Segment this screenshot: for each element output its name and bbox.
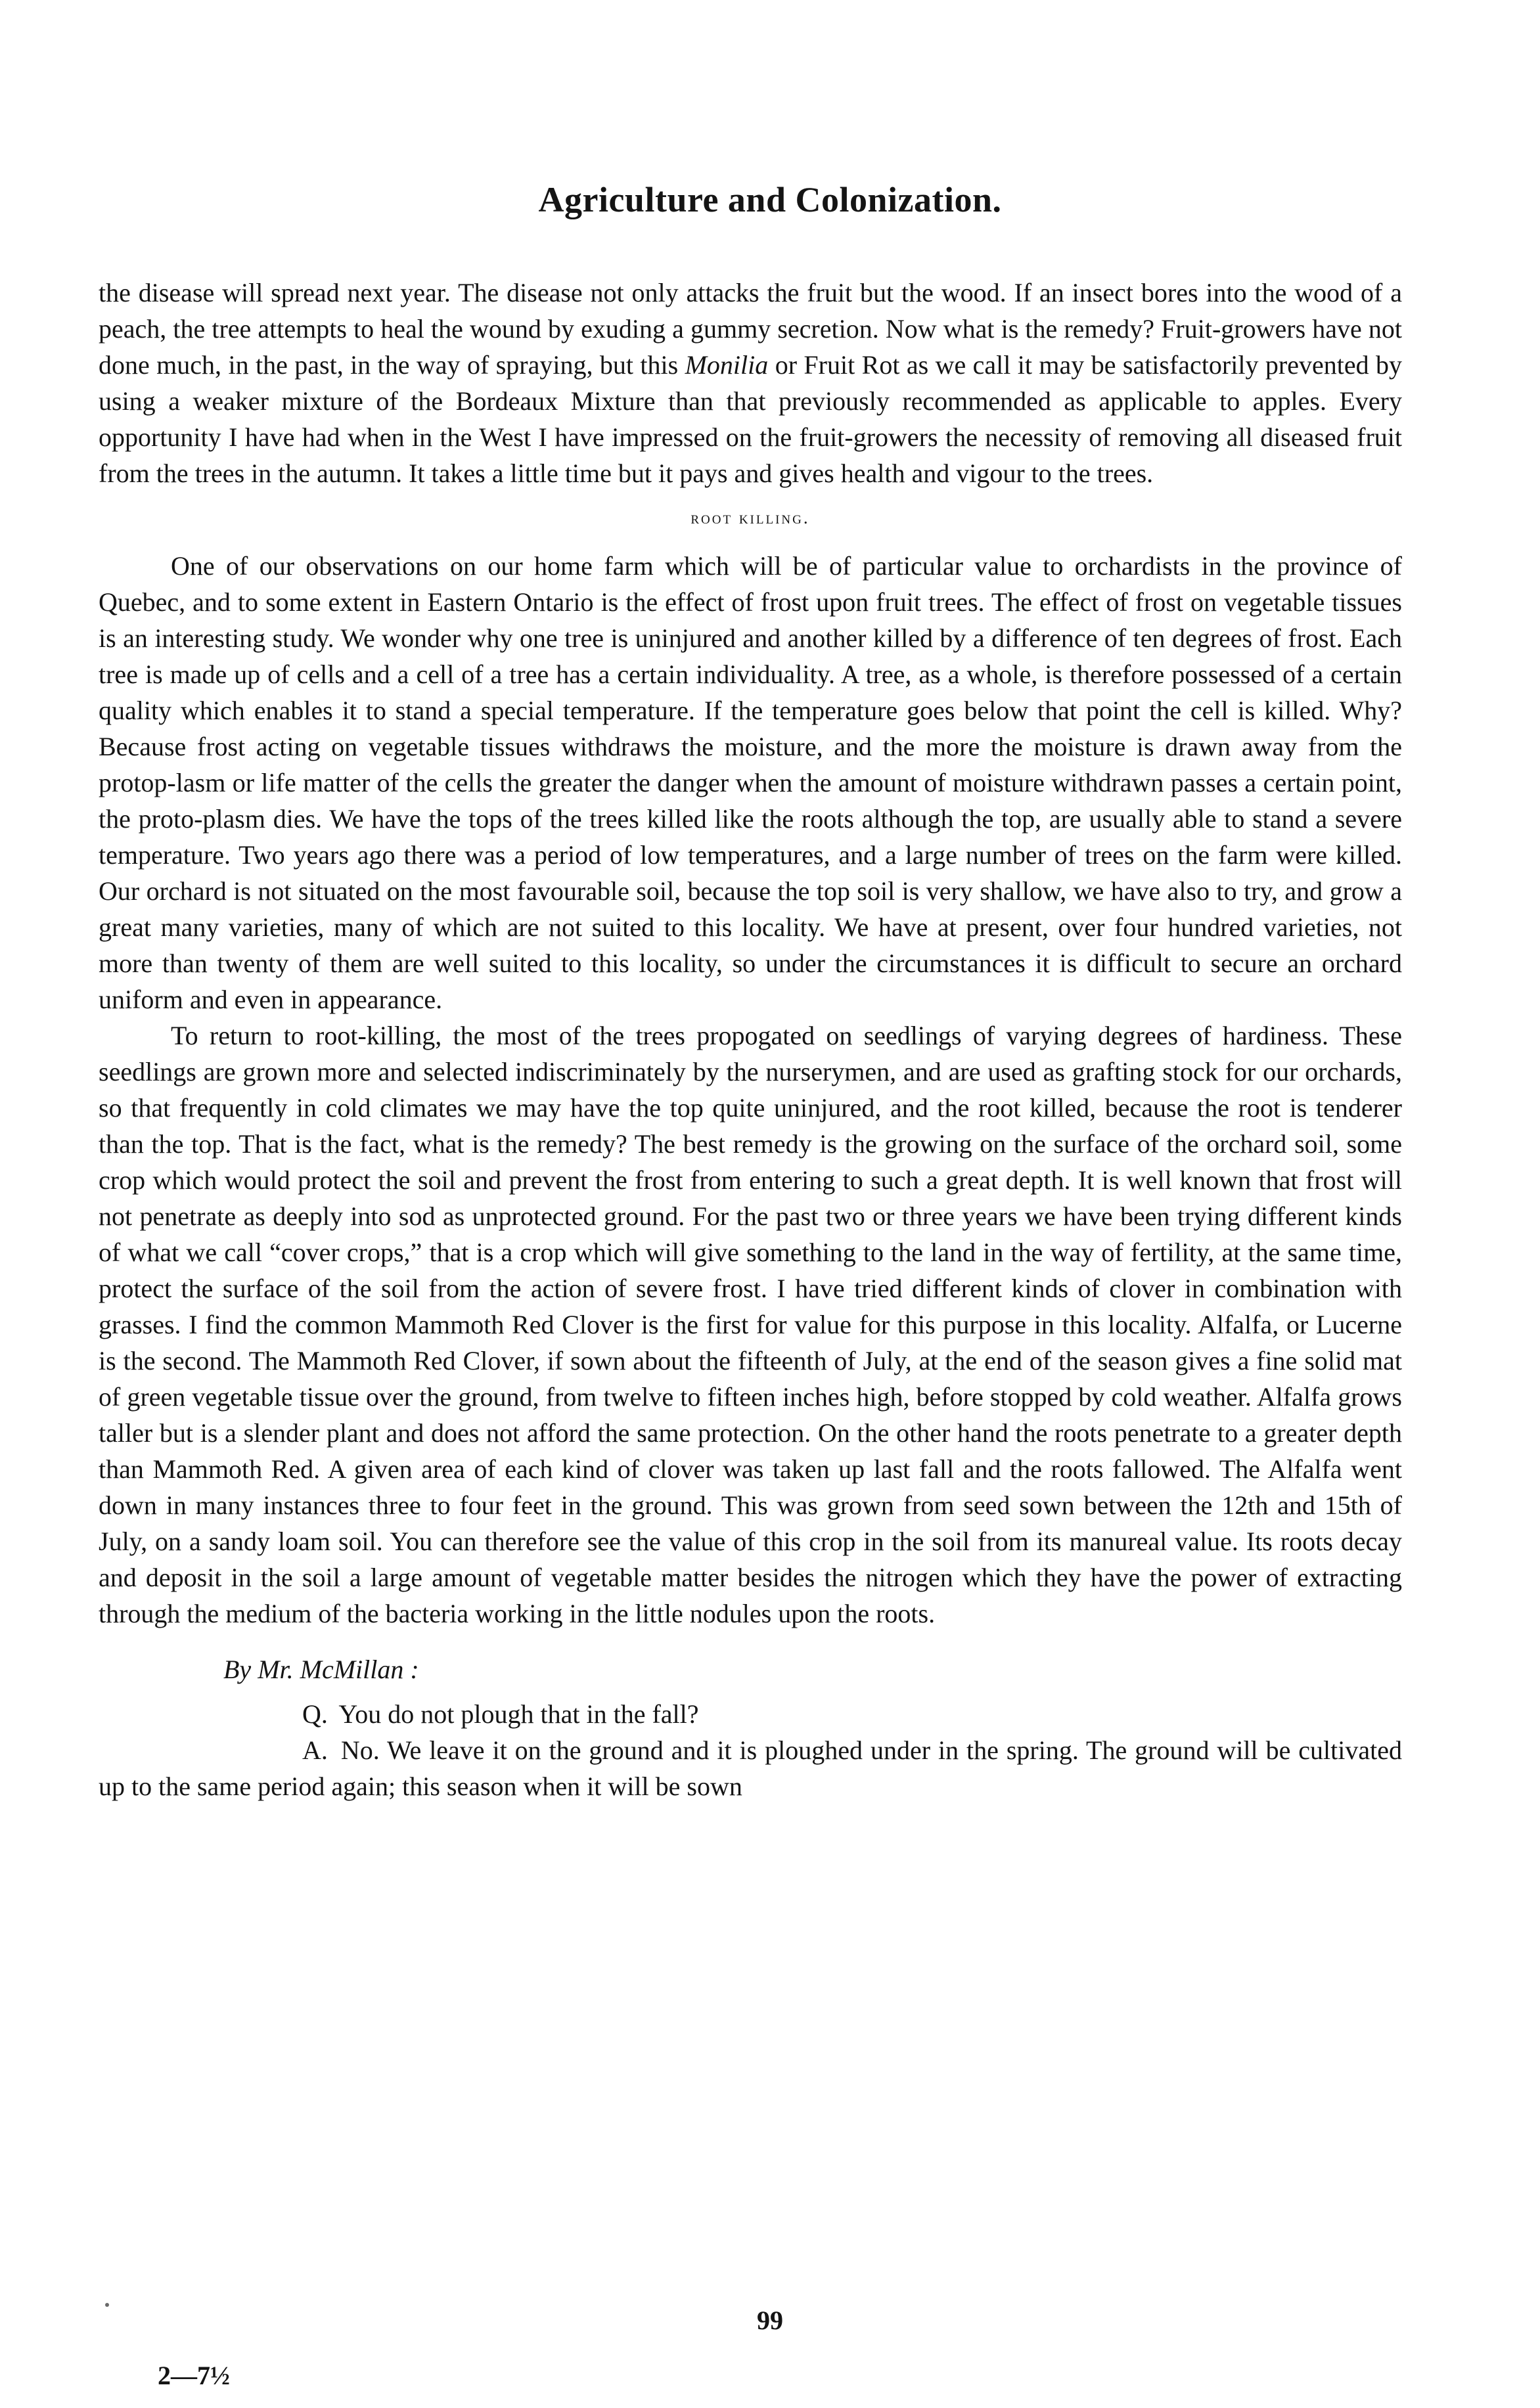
paragraph-1-text-a: the disease will spread next year. The disease not only attacks the fruit but the wood. If an insect bores into the wood of a peach, the tree attempts to heal the wound by exuding a gummy secretion. Now what is the remedy? Fruit-growers have not done much, in the past, in the way of spraying, but this bbox=[99, 278, 1402, 380]
section-heading-root-killing: root killing. bbox=[691, 508, 810, 527]
question-marker: Q. bbox=[302, 1699, 328, 1729]
answer-line bbox=[99, 1732, 1402, 1804]
paragraph-1 bbox=[99, 275, 1402, 491]
question-line bbox=[99, 1696, 1402, 1732]
speaker-attribution: By Mr. McMillan : bbox=[223, 1655, 419, 1684]
paragraph-2: One of our observations on our home farm which will be of particular value to orchardists in the province of Quebec, and to some extent in Eastern Ontario is the effect of frost upon fruit trees. The effect of frost on vegetable tissues is an interesting study. We wonder why one tree is uninjured and another killed by a difference of ten degrees of frost. Each tree is made up of cells and a cell of a tree has a certain individuality. A tree, as a whole, is therefore possessed of a certain quality which enables it to stand a special temperature. If the temperature goes below that point the cell is killed. Why? Because frost acting on vegetable tissues withdraws the moisture, and the more the moisture is drawn away from the protop-lasm or life matter of the cells the greater the danger when the amount of moisture withdrawn passes a certain point, the proto-plasm dies. We have the tops of the trees killed like the roots although the top, are usually able to stand a severe temperature. Two years ago there was a period of low temperatures, and a large number of trees on the farm were killed. Our orchard is not situated on the most favourable soil, because the top soil is very shallow, we have also to try, and grow a great many varieties, many of which are not suited to this locality. We have at present, over four hundred varieties, not more than twenty of them are well suited to this locality, so under the circumstances it is difficult to secure an orchard uniform and even in appearance. bbox=[99, 551, 1402, 1014]
paragraph-3: To return to root-killing, the most of the trees propogated on seedlings of varying degrees of hardiness. These seedlings are grown more and selected indiscriminately by the nurserymen, and are used as grafting stock for our orchards, so that frequently in cold climates we may have the top quite uninjured, and the root killed, because the root is tenderer than the top. That is the fact, what is the remedy? The best remedy is the growing on the surface of the orchard soil, some crop which would protect the soil and prevent the frost from entering to such a great depth. It is well known that frost will not penetrate as deeply into sod as unprotected ground. For the past two or three years we have been trying different kinds of what we call “cover crops,” that is a crop which will give something to the land in the way of fertility, at the same time, protect the surface of the soil from the action of severe frost. I have tried different kinds of clover in combination with grasses. I find the common Mammoth Red Clover is the first for value for this purpose in this locality. Alfalfa, or Lucerne is the second. The Mammoth Red Clover, if sown about the fifteenth of July, at the end of the season gives a fine solid mat of green vegetable tissue over the ground, from twelve to fifteen inches high, before stopped by cold weather. Alfalfa grows taller but is a slender plant and does not afford the same protection. On the other hand the roots penetrate to a greater depth than Mammoth Red. A given area of each kind of clover was taken up last fall and the roots fallowed. The Alfalfa went down in many instances three to four feet in the ground. This was grown from seed sown between the 12th and 15th of July, on a sandy loam soil. You can therefore see the value of this crop in the soil from its manureal value. Its roots decay and deposit in the soil a large amount of vegetable matter besides the nitrogen which they have the power of extracting through the medium of the bacteria working in the little nodules upon the roots. bbox=[99, 1021, 1402, 1628]
paragraph-1-italic-term: Monilia bbox=[685, 350, 769, 380]
answer-text: No. We leave it on the ground and it is ploughed under in the spring. The ground will be cultivated up to the same period again; this season when it will be sown bbox=[99, 1735, 1403, 1801]
answer-marker: A. bbox=[302, 1735, 328, 1765]
body-column bbox=[99, 275, 1402, 1804]
page-number: 99 bbox=[757, 2306, 783, 2335]
printer-signature: 2—7½ bbox=[158, 2361, 230, 2390]
question-text: You do not plough that in the fall? bbox=[338, 1699, 699, 1729]
paragraph-1-text-b: or Fruit Rot as we call it may be satisfactorily prevented by using a weaker mixture of the Bordeaux Mixture than that previously recommended as applicable to apples. Every opportunity I have had when in the West I have impressed on the fruit-growers the necessity of removing all diseased fruit from the trees in the autumn. It takes a little time but it pays and gives health and vigour to the trees. bbox=[99, 350, 1402, 488]
page-title: Agriculture and Colonization. bbox=[538, 180, 1002, 219]
margin-dot bbox=[105, 2303, 109, 2307]
